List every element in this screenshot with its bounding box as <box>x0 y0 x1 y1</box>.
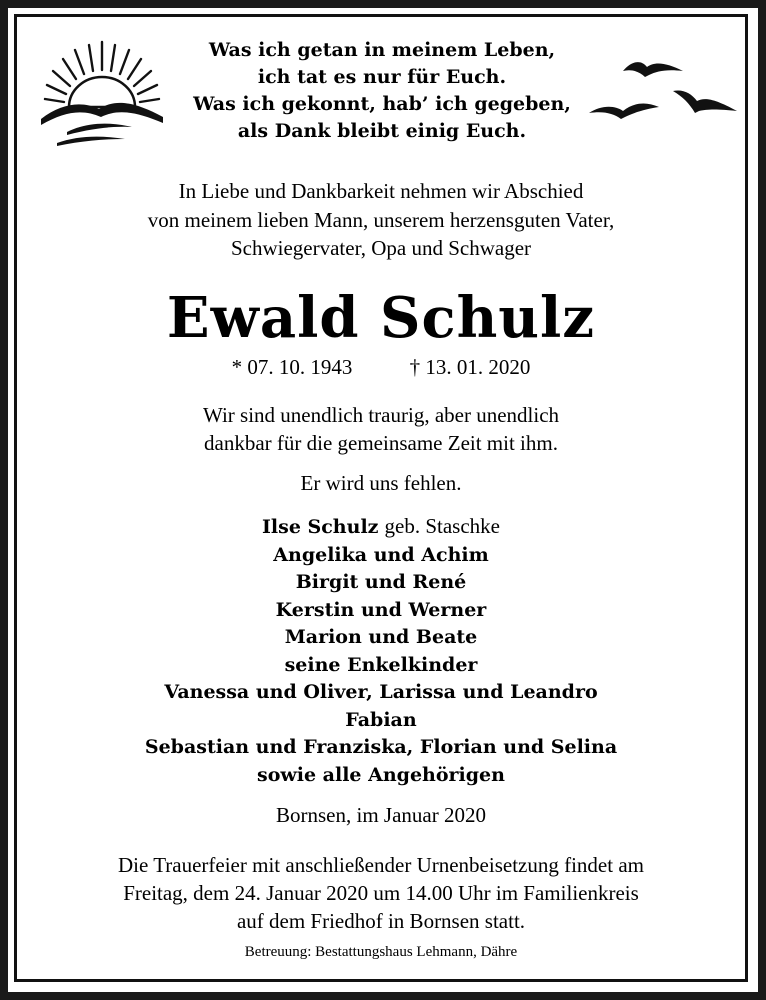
birth-date: * 07. 10. 1943 <box>231 355 353 379</box>
intro-line: In Liebe und Dankbarkeit nehmen wir Abschied <box>178 179 584 203</box>
mourners-list <box>17 513 745 789</box>
funeral-line: auf dem Friedhof in Bornsen statt. <box>236 909 526 933</box>
mourner-line: Sebastian und Franziska, Florian und Selina <box>144 736 618 758</box>
poem-line: ich tat es nur für Euch. <box>257 66 507 88</box>
miss-text: Er wird uns fehlen. <box>300 471 462 495</box>
sunrise-hills-icon <box>37 37 167 152</box>
mourner-line: sowie alle Angehörigen <box>257 763 505 786</box>
intro-line: von meinem lieben Mann, unserem herzensguten Vater, <box>147 207 615 232</box>
flying-birds-icon <box>587 53 747 133</box>
poem-line: Was ich gekonnt, hab’ ich gegeben, <box>193 93 571 115</box>
widow-maiden-name: geb. Staschke <box>384 514 500 538</box>
poem-line: als Dank bleibt einig Euch. <box>237 120 527 142</box>
mourner-line: Angelika und Achim <box>273 543 489 566</box>
widow-name: Ilse Schulz <box>262 516 379 538</box>
mourner-line: Vanessa und Oliver, Larissa und Leandro <box>164 681 598 703</box>
mourning-line: Wir sind unendlich traurig, aber unendlich <box>202 403 560 427</box>
death-date: † 13. 01. 2020 <box>409 355 531 379</box>
notice-frame <box>14 14 748 982</box>
mourner-line: Kerstin und Werner <box>275 598 487 621</box>
funeral-info <box>17 851 745 935</box>
mourning-line: dankbar für die gemeinsame Zeit mit ihm. <box>204 431 558 455</box>
funeral-line: Die Trauerfeier mit anschließender Urnenbeisetzung findet am <box>118 853 644 877</box>
mourner-line: Birgit und René <box>295 571 467 593</box>
place-date: Bornsen, im Januar 2020 <box>276 803 486 827</box>
notice-page <box>8 8 758 992</box>
intro-line: Schwiegervater, Opa und Schwager <box>230 236 532 260</box>
undertaker-credit: Betreuung: Bestattungshaus Lehmann, Dähre <box>244 944 518 960</box>
deceased-name: Ewald Schulz <box>166 285 596 351</box>
funeral-line: Freitag, dem 24. Januar 2020 um 14.00 Uhr im Familienkreis <box>123 881 639 905</box>
mourner-line: Fabian <box>345 708 417 731</box>
intro-text <box>17 177 745 263</box>
mourner-line: seine Enkelkinder <box>284 653 478 676</box>
mourning-text <box>17 401 745 457</box>
widow-line <box>17 513 745 542</box>
mourner-line: Marion und Beate <box>284 626 478 648</box>
poem <box>167 37 597 145</box>
poem-line: Was ich getan in meinem Leben, <box>208 39 556 61</box>
life-dates <box>17 353 745 381</box>
